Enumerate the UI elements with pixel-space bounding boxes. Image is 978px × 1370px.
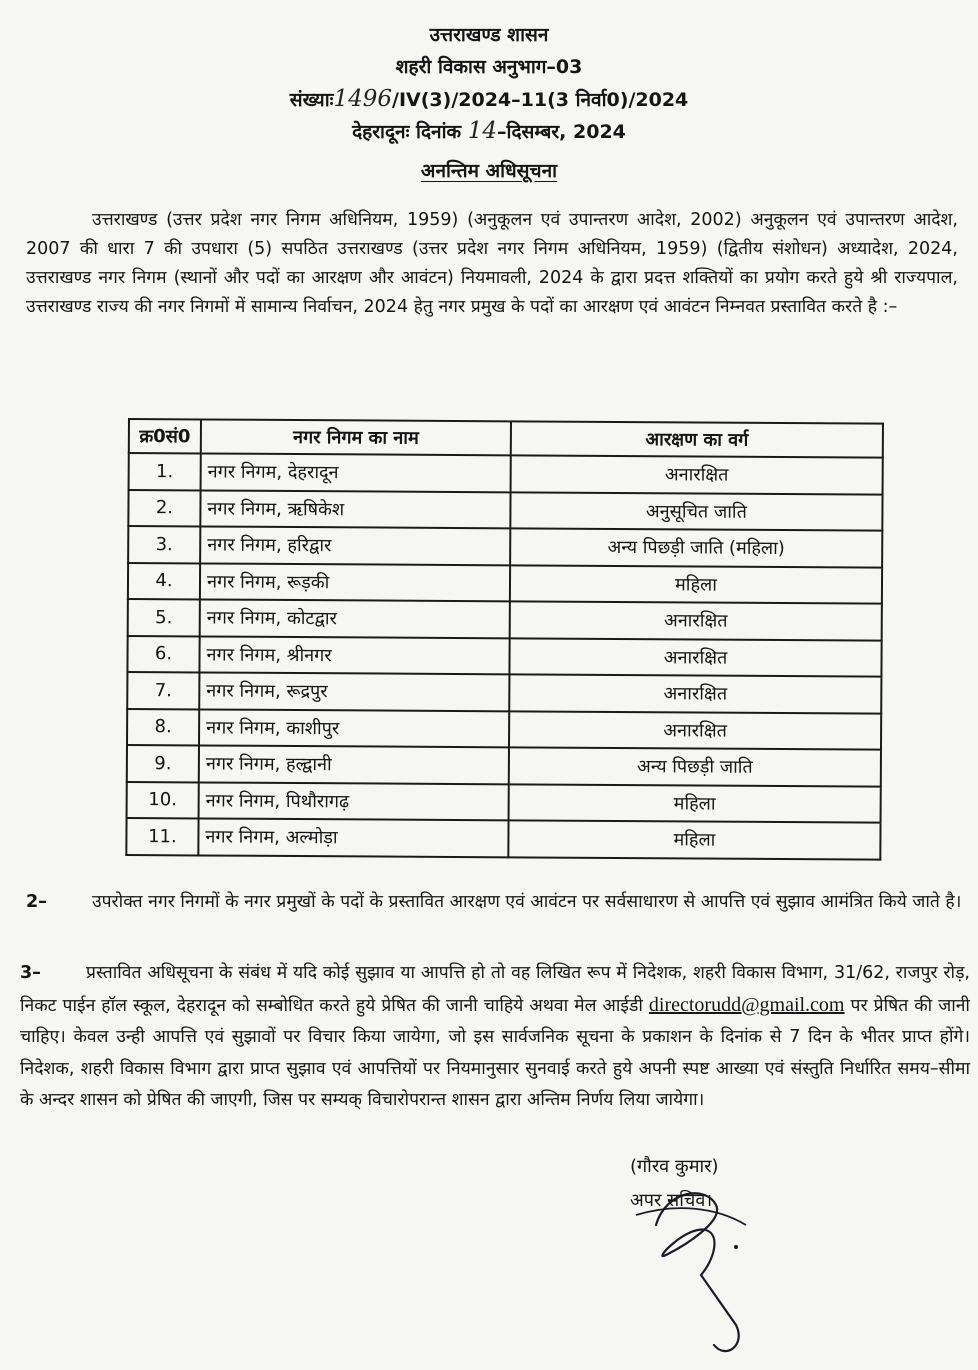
row-serial: 3. — [128, 526, 200, 563]
paragraph-2 — [26, 888, 970, 917]
table-row — [126, 818, 880, 859]
row-corporation-name: नगर निगम, ऋषिकेश — [200, 490, 510, 528]
row-reservation-category: अनुसूचित जाति — [510, 492, 882, 531]
row-serial: 2. — [128, 490, 200, 527]
row-serial: 6. — [127, 636, 199, 673]
row-corporation-name: नगर निगम, रूड़की — [200, 563, 510, 601]
table-row — [128, 526, 882, 567]
row-corporation-name: नगर निगम, रूद्रपुर — [199, 672, 509, 710]
row-serial: 11. — [126, 818, 198, 855]
title-text: अनन्तिम अधिसूचना — [420, 160, 558, 182]
row-reservation-category: अनारक्षित — [509, 711, 881, 750]
intro-text: उत्तराखण्ड (उत्तर प्रदेश नगर निगम अधिनियम, 1959) (अनुकूलन एवं उपान्तरण आदेश, 2002) अनुकूलन एवं उपान्तरण आदेश, 2007 की धारा 7 की उपधारा (5) सपठित उत्तराखण्ड (उत्तर प्रदेश नगर निगम अधिनियम, 1959) (द्वितीय संशोधन) अध्यादेश, 2024, उत्तराखण्ड नगर निगम (स्थानों और पदों का आरक्षण और आवंटन) नियमावली, 2024 के द्वारा प्रदत्त शक्तियों का प्रयोग करते हुये श्री राज्यपाल, उत्तराखण्ड राज्य की नगर निगमों में सामान्य निर्वाचन, 2024 हेतु नगर प्रमुख के पदों का आरक्षण एवं आवंटन निम्नवत प्रस्तावित करते है :– — [26, 210, 958, 317]
row-serial: 5. — [128, 599, 200, 636]
row-serial: 9. — [127, 745, 199, 782]
row-corporation-name: नगर निगम, श्रीनगर — [199, 636, 509, 674]
table-row — [128, 563, 882, 604]
para2-text: उपरोक्त नगर निगमों के नगर प्रमुखों के पदों के प्रस्तावित आरक्षण एवं आवंटन पर सर्वसाधारण से आपत्ति एवं सुझाव आमंत्रित किये जाते है। — [92, 892, 962, 912]
para3-text-after: पर प्रेषित की जानी चाहिए। केवल उन्ही आपत्ति एवं सुझावों पर विचार किया जायेगा, जो इस सार्वजनिक सूचना के प्रकाशन के दिनांक से 7 दिन के भीतर प्राप्त होंगे। निदेशक, शहरी विकास विभाग द्वारा प्राप्त सुझाव एवं आपत्तियों पर नियमानुसार सुनवाई करते हुये अपनी स्पष्ट आख्या एवं संस्तुति निर्धारित समय–सीमा के अन्दर शासन को प्रेषित की जाएगी, जिस पर सम्यक् विचारोपरान्त शासन द्वारा अन्तिम निर्णय लिया जायेगा। — [20, 995, 970, 1110]
row-corporation-name: नगर निगम, पिथौरागढ़ — [199, 782, 509, 820]
row-reservation-category: महिला — [510, 565, 882, 604]
table-row — [128, 490, 882, 531]
ref-suffix: /IV(3)/2024–11(3 निर्वा0)/2024 — [392, 89, 689, 111]
row-corporation-name: नगर निगम, हरिद्वार — [200, 526, 510, 564]
signatory-designation: अपर सचिव। — [630, 1190, 713, 1211]
row-reservation-category: अन्य पिछड़ी जाति — [509, 747, 881, 786]
ref-prefix: संख्याः — [289, 89, 334, 111]
table-row — [127, 636, 881, 677]
reservation-table — [125, 418, 884, 860]
date-line — [0, 118, 978, 145]
section-heading: शहरी विकास अनुभाग–03 — [395, 56, 583, 78]
col-category-header: आरक्षण का वर्ग — [511, 421, 883, 457]
signatory-name: (गौरव कुमार) — [630, 1156, 719, 1177]
row-serial: 7. — [127, 672, 199, 709]
row-serial: 1. — [129, 453, 201, 490]
row-reservation-category: अन्य पिछड़ी जाति (महिला) — [510, 528, 882, 567]
row-corporation-name: नगर निगम, हल्द्वानी — [199, 745, 509, 783]
table-row — [129, 453, 883, 494]
date-suffix: –दिसम्बर, 2024 — [497, 121, 626, 143]
row-corporation-name: नगर निगम, कोटद्वार — [200, 599, 510, 637]
col-name-header: नगर निगम का नाम — [201, 419, 511, 455]
row-reservation-category: अनारक्षित — [509, 674, 881, 713]
col-serial-header: क्र0सं0 — [129, 419, 201, 453]
table-row — [127, 745, 881, 786]
intro-paragraph — [26, 206, 958, 322]
date-handwritten: 14 — [467, 118, 498, 144]
row-serial: 4. — [128, 563, 200, 600]
row-corporation-name: नगर निगम, काशीपुर — [199, 709, 509, 747]
para3-number: 3– — [20, 963, 41, 983]
row-serial: 10. — [127, 781, 199, 818]
para2-block — [26, 888, 970, 917]
table-row — [127, 672, 881, 713]
row-corporation-name: नगर निगम, अल्मोड़ा — [198, 818, 508, 856]
row-serial: 8. — [127, 709, 199, 746]
ref-handwritten: 1496 — [333, 86, 393, 112]
para3-text-before: प्रस्तावित अधिसूचना के संबंध में यदि कोई सुझाव या आपत्ति हो तो वह लिखित रूप में निदेशक, शहरी विकास विभाग, 31/62, राजपुर रोड़, निकट पाईन हॉल स्कूल, देहरादून को सम्बोधित करते हुये प्रेषित की जानी चाहिये अथवा मेल आईडी — [20, 963, 970, 1016]
para2-number: 2– — [26, 892, 47, 912]
row-reservation-category: अनारक्षित — [509, 638, 881, 677]
government-heading: उत्तराखण्ड शासन — [429, 24, 549, 46]
date-prefix: देहरादूनः दिनांक — [352, 121, 462, 143]
reference-number — [0, 86, 978, 113]
table-header-row — [129, 419, 883, 458]
row-corporation-name: नगर निगम, देहरादून — [201, 453, 511, 491]
table-row — [127, 781, 881, 822]
row-reservation-category: अनारक्षित — [510, 601, 882, 640]
table-row — [128, 599, 882, 640]
row-reservation-category: महिला — [508, 820, 880, 859]
notification-title — [0, 158, 978, 184]
table-row — [127, 709, 881, 750]
row-reservation-category: महिला — [509, 784, 881, 823]
paragraph-3 — [20, 958, 970, 1117]
para3-block — [20, 958, 970, 1117]
signatory-block — [630, 1150, 719, 1218]
email-link[interactable]: directorudd@gmail.com — [648, 993, 845, 1016]
row-reservation-category: अनारक्षित — [511, 455, 883, 494]
